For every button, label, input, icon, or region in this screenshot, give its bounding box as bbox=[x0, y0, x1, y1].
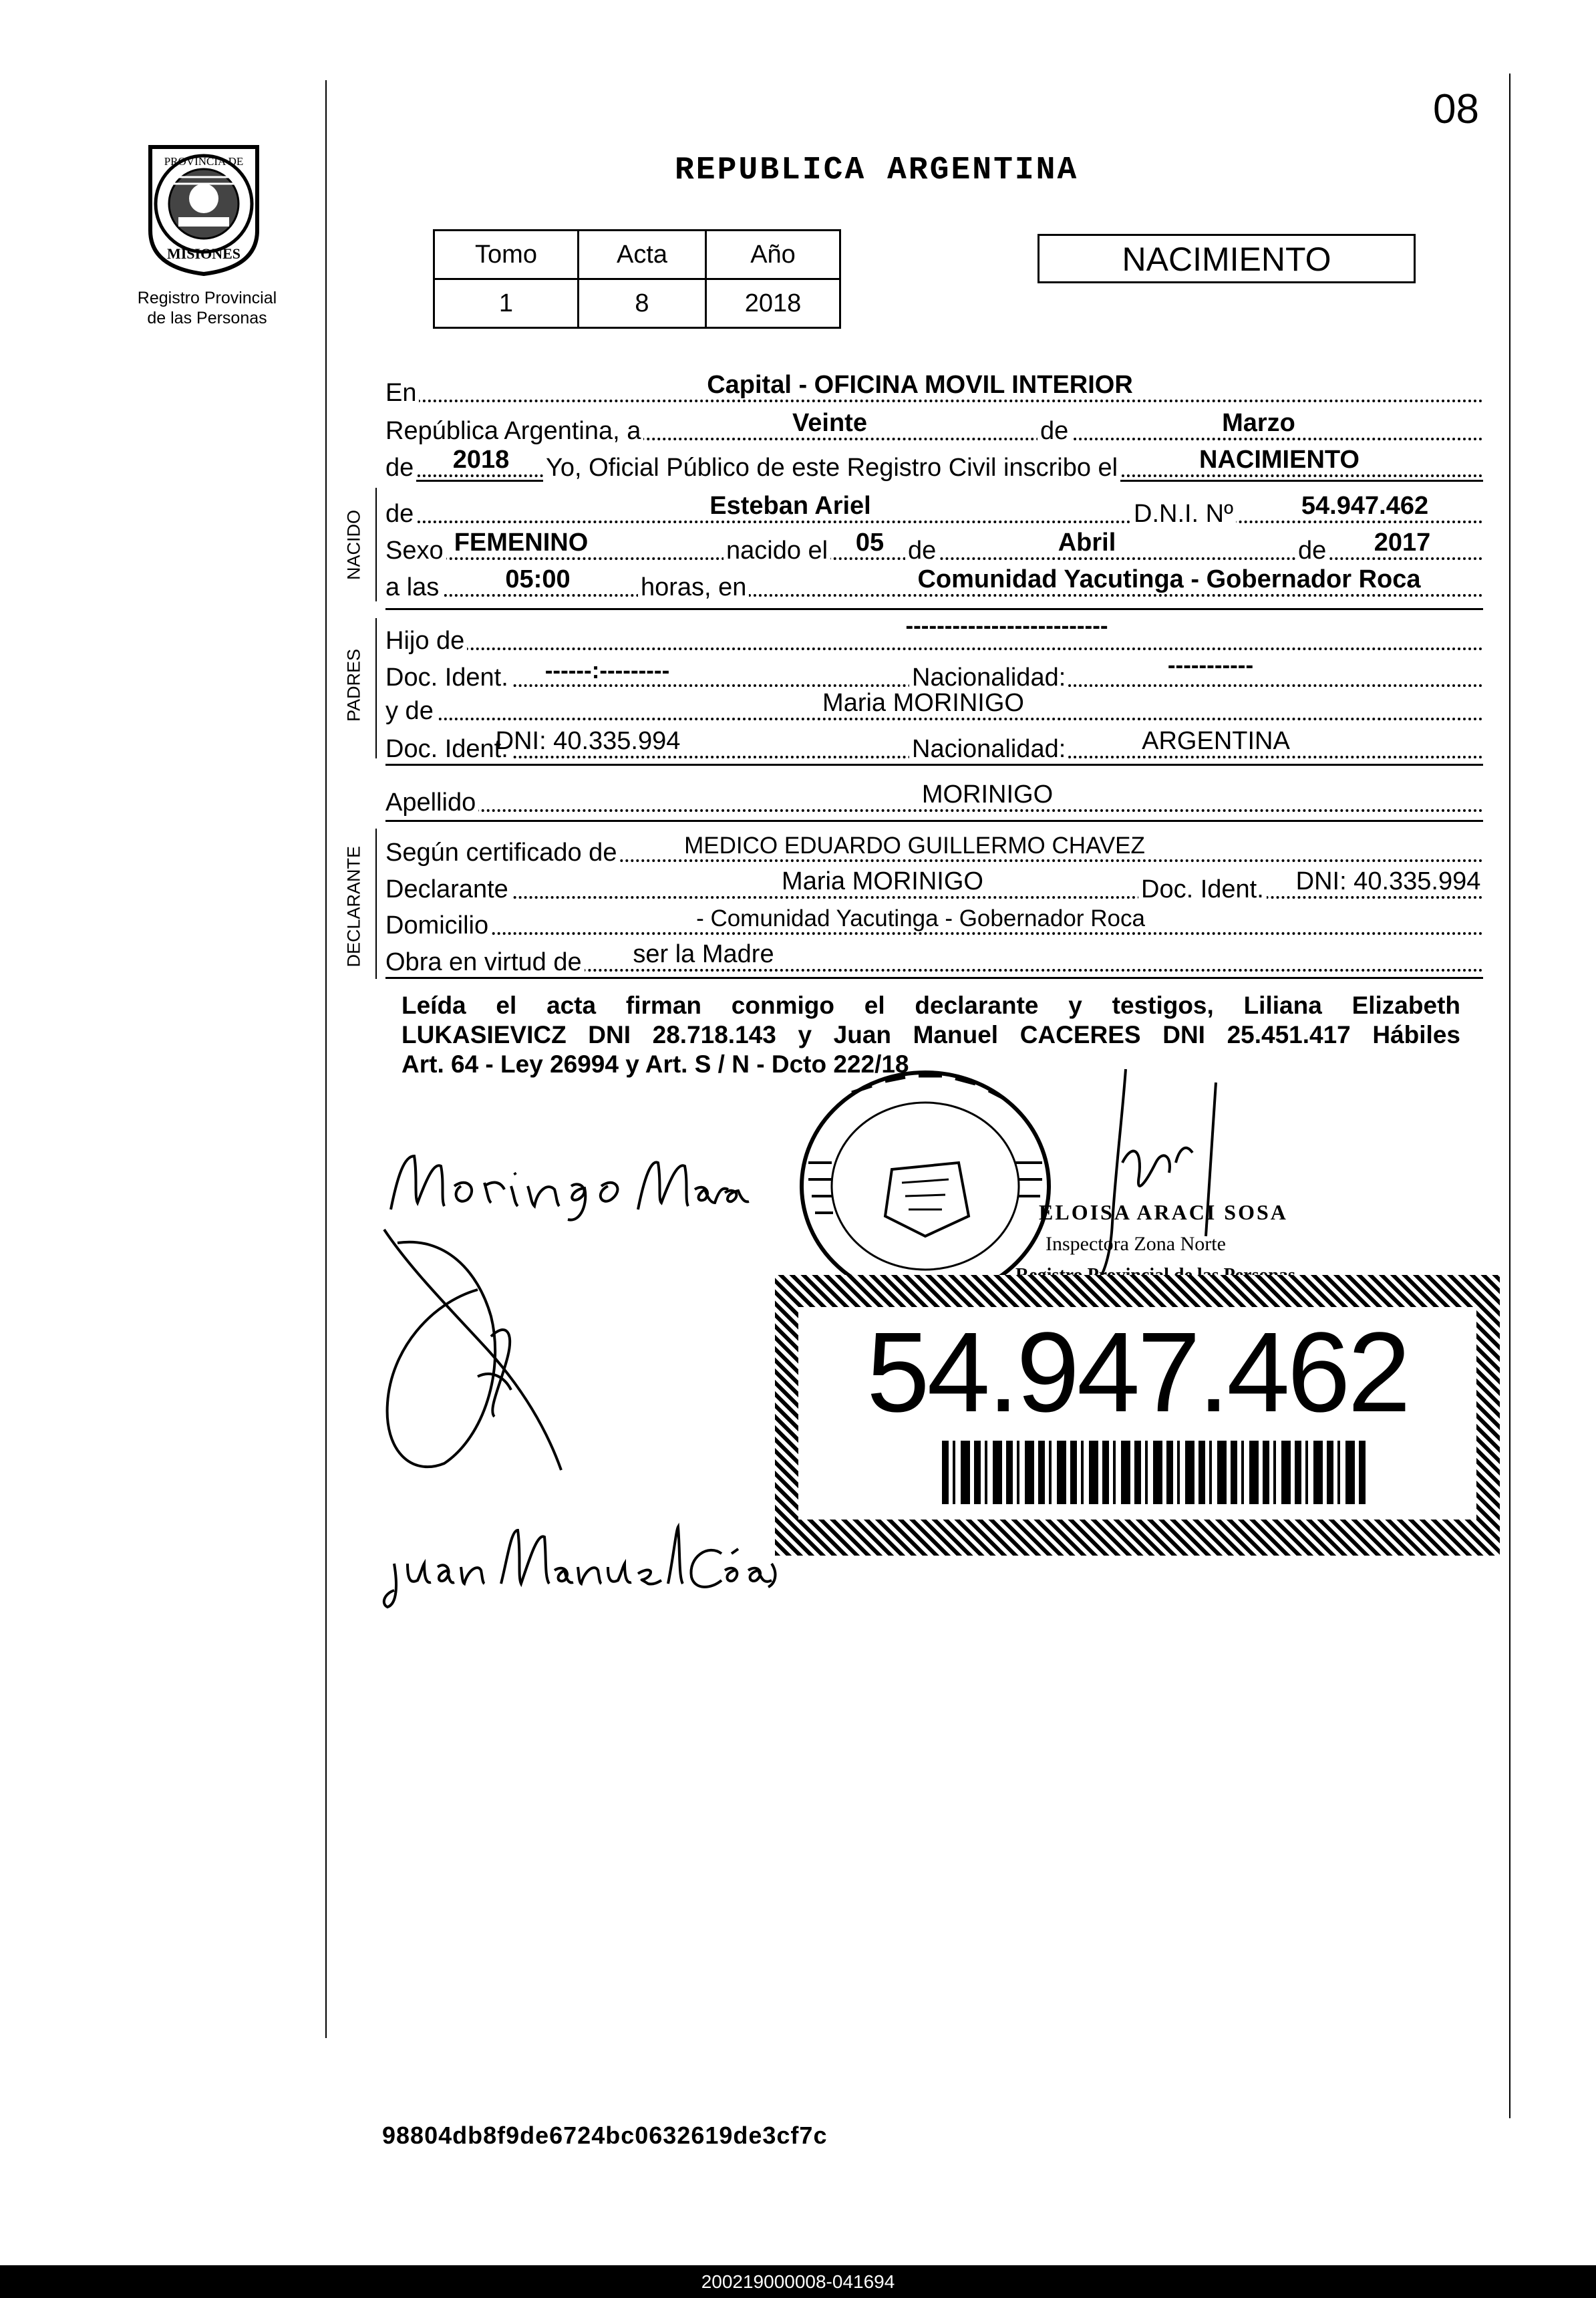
label-apellido: Apellido bbox=[385, 788, 478, 817]
value-sexo: FEMENINO bbox=[454, 529, 589, 557]
footer-id: 200219000008-041694 bbox=[701, 2271, 895, 2292]
signature-loop bbox=[371, 1216, 591, 1483]
value-lugar-nacimiento: Comunidad Yacutinga - Gobernador Roca bbox=[917, 565, 1421, 593]
value-hora: 05:00 bbox=[505, 565, 571, 593]
row-y-de bbox=[385, 690, 1483, 727]
row-sexo bbox=[385, 530, 1483, 567]
value-padre-nacionalidad: ----------- bbox=[1167, 652, 1254, 678]
row-obra-virtud bbox=[385, 942, 1483, 978]
barcode-inner-panel bbox=[798, 1307, 1476, 1520]
logo-caption-line2: de las Personas bbox=[147, 309, 267, 327]
value-certificado: MEDICO EDUARDO GUILLERMO CHAVEZ bbox=[684, 833, 1145, 859]
padres-section-bar bbox=[375, 618, 377, 758]
value-madre: Maria MORINIGO bbox=[822, 689, 1024, 717]
label-de-3: de bbox=[385, 500, 416, 529]
label-nacido-el: nacido el bbox=[724, 537, 830, 565]
label-en: En bbox=[385, 379, 419, 408]
barcode-bars bbox=[942, 1441, 1370, 1504]
label-de-5: de bbox=[1295, 537, 1329, 565]
row-padre-doc bbox=[385, 652, 1483, 694]
separator-2 bbox=[385, 608, 1483, 610]
row-apellido bbox=[385, 782, 1483, 819]
closing-line-2: LUKASIEVICZ DNI 28.718.143 y Juan Manuel CACERES DNI 25.451.417 Hábiles bbox=[402, 1021, 1460, 1048]
row-hijo-de bbox=[385, 613, 1483, 657]
value-dni: 54.947.462 bbox=[1301, 492, 1429, 520]
page-number: 08 bbox=[1433, 86, 1479, 132]
label-doc-ident-3: Doc. Ident. bbox=[1138, 875, 1267, 904]
label-obra-virtud: Obra en virtud de bbox=[385, 948, 585, 977]
value-dia-inscripcion: Veinte bbox=[792, 409, 867, 437]
value-mes-inscripcion: Marzo bbox=[1222, 409, 1295, 437]
label-domicilio: Domicilio bbox=[385, 911, 491, 940]
value-declarante: Maria MORINIGO bbox=[782, 867, 983, 895]
value-padre-doc: ------:--------- bbox=[544, 658, 670, 684]
left-margin-line bbox=[325, 80, 327, 2038]
row-domicilio bbox=[385, 905, 1483, 942]
label-dni: D.N.I. Nº bbox=[1131, 500, 1236, 529]
nacido-section-bar bbox=[375, 488, 377, 601]
value-anio-nacimiento: 2017 bbox=[1374, 529, 1431, 557]
label-hijo-de: Hijo de bbox=[385, 627, 467, 656]
value-madre-doc: DNI: 40.335.994 bbox=[495, 727, 681, 755]
anio-value: 2018 bbox=[706, 279, 840, 328]
label-de-1: de bbox=[1038, 417, 1071, 446]
value-anio-inscripcion: 2018 bbox=[452, 446, 510, 474]
label-de-2: de bbox=[385, 454, 416, 482]
value-mes-nacimiento: Abril bbox=[1058, 529, 1116, 557]
value-domicilio: - Comunidad Yacutinga - Gobernador Roca bbox=[696, 905, 1145, 931]
label-sexo: Sexo bbox=[385, 537, 446, 565]
label-republica: República Argentina, a bbox=[385, 417, 643, 446]
act-type: NACIMIENTO bbox=[1122, 241, 1331, 278]
tomo-value: 1 bbox=[434, 279, 579, 328]
document-hash: 98804db8f9de6724bc0632619de3cf7c bbox=[382, 2122, 828, 2149]
svg-text:MISIONES: MISIONES bbox=[166, 245, 241, 262]
value-nombre: Esteban Ariel bbox=[709, 492, 871, 520]
row-en bbox=[385, 372, 1483, 409]
stamp-title: Inspectora Zona Norte bbox=[1046, 1233, 1226, 1255]
value-declarante-doc: DNI: 40.335.994 bbox=[1295, 867, 1481, 895]
label-a-las: a las bbox=[385, 573, 442, 602]
row-madre-doc bbox=[385, 728, 1483, 765]
value-apellido: MORINIGO bbox=[921, 780, 1054, 809]
row-nombre bbox=[385, 493, 1483, 530]
barcode-number: 54.947.462 bbox=[866, 1309, 1408, 1436]
separator-4 bbox=[385, 820, 1483, 822]
right-margin-line bbox=[1509, 74, 1510, 2118]
tomo-acta-anio-table bbox=[433, 229, 841, 329]
signature-morinigo-maria bbox=[377, 1136, 752, 1230]
label-de-4: de bbox=[905, 537, 939, 565]
anio-header: Año bbox=[706, 231, 840, 279]
row-yo-oficial bbox=[385, 447, 1483, 484]
acta-value: 8 bbox=[579, 279, 706, 328]
label-yo-oficial: Yo, Oficial Público de este Registro Civil inscribo el bbox=[543, 454, 1120, 482]
label-y-de: y de bbox=[385, 697, 436, 726]
acta-header: Acta bbox=[579, 231, 706, 279]
svg-text:PROVINCIA DE: PROVINCIA DE bbox=[164, 155, 244, 168]
label-doc-ident-1: Doc. Ident. bbox=[385, 664, 511, 692]
row-declarante bbox=[385, 869, 1483, 905]
label-declarante: Declarante bbox=[385, 875, 511, 904]
value-padre: -------------------------- bbox=[905, 613, 1108, 639]
act-type-box bbox=[1038, 234, 1416, 283]
row-republica bbox=[385, 410, 1483, 447]
padres-side-label: PADRES bbox=[343, 648, 364, 722]
value-madre-nacionalidad: ARGENTINA bbox=[1142, 727, 1290, 755]
province-seal-logo bbox=[137, 137, 271, 277]
label-horas-en: horas, en bbox=[638, 573, 749, 602]
signature-juan-manuel-caceres bbox=[374, 1517, 808, 1610]
nacido-side-label: NACIDO bbox=[343, 510, 364, 581]
label-doc-ident-2: Doc. Ident. bbox=[385, 735, 511, 764]
value-obra-virtud: ser la Madre bbox=[633, 940, 774, 968]
value-tipo-inscripcion: NACIMIENTO bbox=[1199, 446, 1360, 474]
label-segun-certificado: Según certificado de bbox=[385, 839, 619, 867]
label-nacionalidad-1: Nacionalidad: bbox=[909, 664, 1068, 692]
value-dia-nacimiento: 05 bbox=[855, 529, 885, 557]
row-certificado bbox=[385, 832, 1483, 869]
stamp-name: ELOISA ARACI SOSA bbox=[1039, 1200, 1288, 1224]
row-hora bbox=[385, 567, 1483, 603]
tomo-header: Tomo bbox=[434, 231, 579, 279]
declarante-section-bar bbox=[375, 829, 377, 979]
label-nacionalidad-2: Nacionalidad: bbox=[909, 735, 1068, 764]
closing-line-3: Art. 64 - Ley 26994 y Art. S / N - Dcto 222/18 bbox=[402, 1050, 909, 1078]
declarante-side-label: DECLARANTE bbox=[343, 845, 364, 968]
barcode-label bbox=[775, 1275, 1500, 1556]
country-title: REPUBLICA ARGENTINA bbox=[675, 152, 1079, 188]
footer-bar bbox=[0, 2265, 1596, 2298]
value-lugar: Capital - OFICINA MOVIL INTERIOR bbox=[707, 371, 1133, 399]
logo-caption-line1: Registro Provincial bbox=[137, 289, 277, 307]
closing-line-1: Leída el acta firman conmigo el declarante y testigos, Liliana Elizabeth bbox=[402, 992, 1460, 1019]
